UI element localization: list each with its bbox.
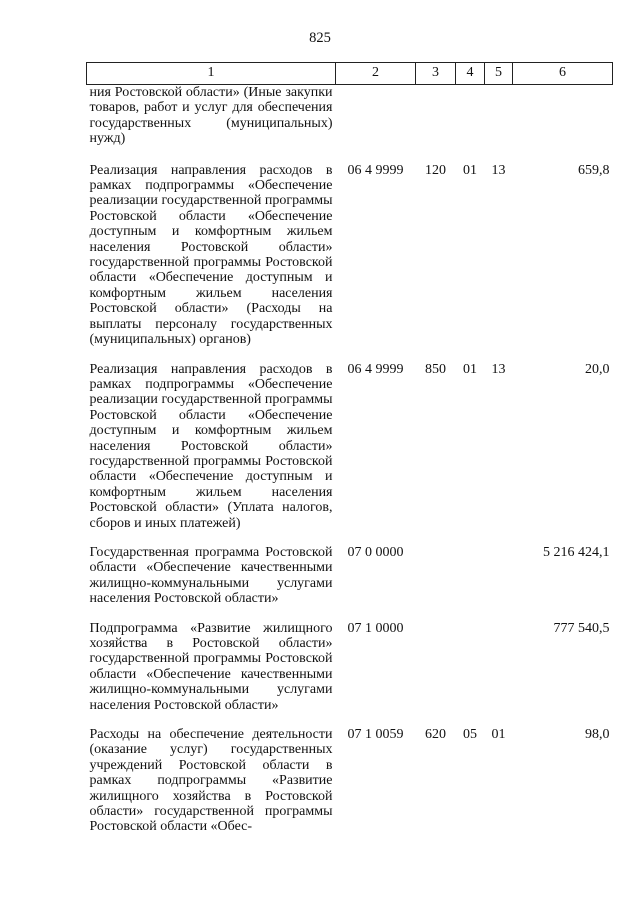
row-rz: [456, 85, 485, 163]
row-csr: 07 1 0059: [347, 727, 404, 743]
table-row: [87, 362, 613, 545]
row-sum: 20,0: [585, 361, 610, 377]
row-vr: [416, 85, 456, 163]
row-rz: 01: [463, 361, 477, 377]
row-name: Реализация направления расходов в рамках подпрограммы «Обеспечение реализации государственной программы Ростовской области «Обеспечение доступным и комфортным жильем населения Ростовской области» государственной программы Ростовской области «Обеспечение доступным и комфортным жильем населения Ростовской области» (Расходы на выплаты персоналу государственных (муниципальных) органов): [89, 162, 333, 348]
row-pr: 01: [491, 727, 506, 743]
header-col-6: 6: [513, 63, 613, 85]
header-col-2: 2: [336, 63, 416, 85]
row-csr: [336, 85, 416, 163]
row-sum: 5 216 424,1: [543, 544, 610, 560]
row-name: Государственная программа Ростовской области «Обеспечение качественными жилищно-коммунальными услугами населения Ростовской области»: [89, 544, 333, 607]
row-vr: 120: [425, 162, 446, 178]
table-row: [87, 545, 613, 621]
table-row: [87, 85, 613, 163]
budget-table: [86, 62, 613, 849]
page-number: 825: [309, 30, 331, 46]
header-col-3: 3: [416, 63, 456, 85]
row-pr: [485, 545, 513, 621]
table-row: [87, 621, 613, 727]
row-pr: [485, 621, 513, 727]
row-pr: 13: [491, 361, 506, 377]
row-rz: 05: [463, 727, 477, 743]
row-csr: 06 4 9999: [347, 361, 404, 377]
table-header-row: [87, 63, 613, 85]
row-rz: 01: [463, 162, 477, 178]
row-pr: [485, 85, 513, 163]
header-col-1: 1: [87, 63, 336, 85]
header-col-4: 4: [456, 63, 485, 85]
row-sum: 777 540,5: [553, 620, 610, 636]
row-name: Реализация направления расходов в рамках подпрограммы «Обеспечение реализации государственной программы Ростовской области «Обеспечение доступным и комфортным жильем населения Ростовской области» государственной программы Ростовской области «Обеспечение доступным и комфортным жильем населения Ростовской области» (Уплата налогов, сборов и иных платежей): [89, 361, 333, 531]
row-csr: 06 4 9999: [347, 162, 404, 178]
header-col-5: 5: [485, 63, 513, 85]
row-vr: [416, 545, 456, 621]
row-sum: 659,8: [578, 162, 610, 178]
table-row: [87, 163, 613, 362]
row-vr: 850: [425, 361, 446, 377]
row-csr: 07 1 0000: [347, 620, 404, 636]
row-sum: 98,0: [585, 727, 610, 743]
row-csr: 07 0 0000: [347, 544, 404, 560]
row-rz: [456, 545, 485, 621]
table-row: [87, 727, 613, 849]
row-name: ния Ростовской области» (Иные закупки товаров, работ и услуг для обеспечения государственных (муниципальных) нужд): [89, 85, 333, 147]
row-pr: 13: [491, 162, 506, 178]
row-name: Подпрограмма «Развитие жилищного хозяйства в Ростовской области» государственной программы Ростовской области «Обеспечение качественными жилищно-коммунальными услугами населения Ростовской области»: [89, 620, 333, 713]
row-name: Расходы на обеспечение деятельности (оказание услуг) государственных учреждений Ростовской области в рамках подпрограммы «Развитие жилищного хозяйства в Ростовской области» государственной программы Ростовской области «Обес-: [89, 727, 333, 835]
row-vr: 620: [425, 727, 446, 743]
row-vr: [416, 621, 456, 727]
row-sum: [513, 85, 613, 163]
row-rz: [456, 621, 485, 727]
